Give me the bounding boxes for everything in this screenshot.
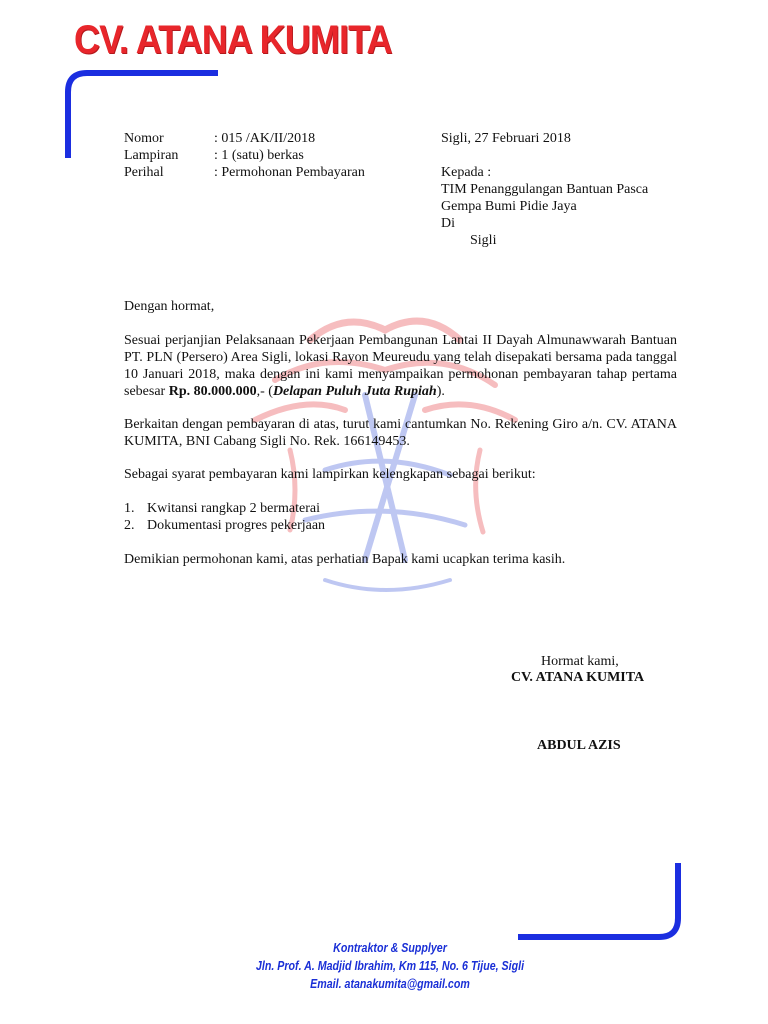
paragraph-payment-request [124,332,677,400]
closing-paragraph: Demikian permohonan kami, atas perhatian Bapak kami ucapkan terima kasih. [124,552,566,567]
footer-address: Jln. Prof. A. Madjid Ibrahim, Km 115, No. 6 Tijue, Sigli [255,958,525,973]
payment-amount: Rp. 80.000.000 [168,384,257,399]
list-item-1-text: Kwitansi rangkap 2 bermaterai [147,501,320,516]
signatory-name: ABDUL AZIS [537,738,621,753]
nomor-value: : 015 /AK/II/2018 [214,131,316,146]
lampiran-value: : 1 (satu) berkas [214,148,304,163]
amount-separator: ,- ( [256,384,273,399]
paragraph-1-end: ). [436,384,445,399]
paragraph-bank-account: Berkaitan dengan pembayaran di atas, turut kami cantumkan No. Rekening Giro a/n. CV. ATANA KUMITA, BNI Cabang Sigli No. Rek. 166149453. [124,417,677,449]
top-left-frame-corner [0,0,230,160]
perihal-label: Perihal [124,165,164,180]
lampiran-label: Lampiran [124,148,179,163]
recipient-line-1: TIM Penanggulangan Bantuan Pasca [441,182,649,197]
bottom-right-frame-corner [500,855,700,950]
footer-email: Email. atanakumita@gmail.com [310,976,470,991]
list-item-1-number: 1. [124,501,135,516]
recipient-line-2: Gempa Bumi Pidie Jaya [441,199,577,214]
footer-tagline: Kontraktor & Supplyer [333,940,447,955]
signature-regards: Hormat kami, [541,654,619,669]
paragraph-1-text: Sesuai perjanjian Pelaksanaan Pekerjaan Pembangunan Lantai II Dayah Almunawwarah Bantuan PT. PLN (Persero) Area Sigli, lokasi Rayon Meureudu yang telah disepakati bersama pada tanggal 10 Januari 2018, maka dengan ini kami menyampaikan permohonan pembayaran tahap pertama sebesar [124,333,677,399]
list-item-2-number: 2. [124,518,135,533]
recipient-kepada: Kepada : [441,165,492,180]
company-logo: CV. ATANA KUMITA [74,18,392,62]
paragraph-requirements: Sebagai syarat pembayaran kami lampirkan kelengkapan sebagai berikut: [124,467,536,482]
recipient-di: Di [441,216,455,231]
perihal-value: : Permohonan Pembayaran [214,165,365,180]
amount-in-words: Delapan Puluh Juta Rupiah [272,384,437,399]
recipient-city: Sigli [470,233,497,248]
place-date: Sigli, 27 Februari 2018 [441,131,571,146]
list-item-2-text: Dokumentasi progres pekerjaan [147,518,326,533]
salutation: Dengan hormat, [124,299,215,314]
nomor-label: Nomor [124,131,164,146]
signature-company: CV. ATANA KUMITA [511,670,645,685]
